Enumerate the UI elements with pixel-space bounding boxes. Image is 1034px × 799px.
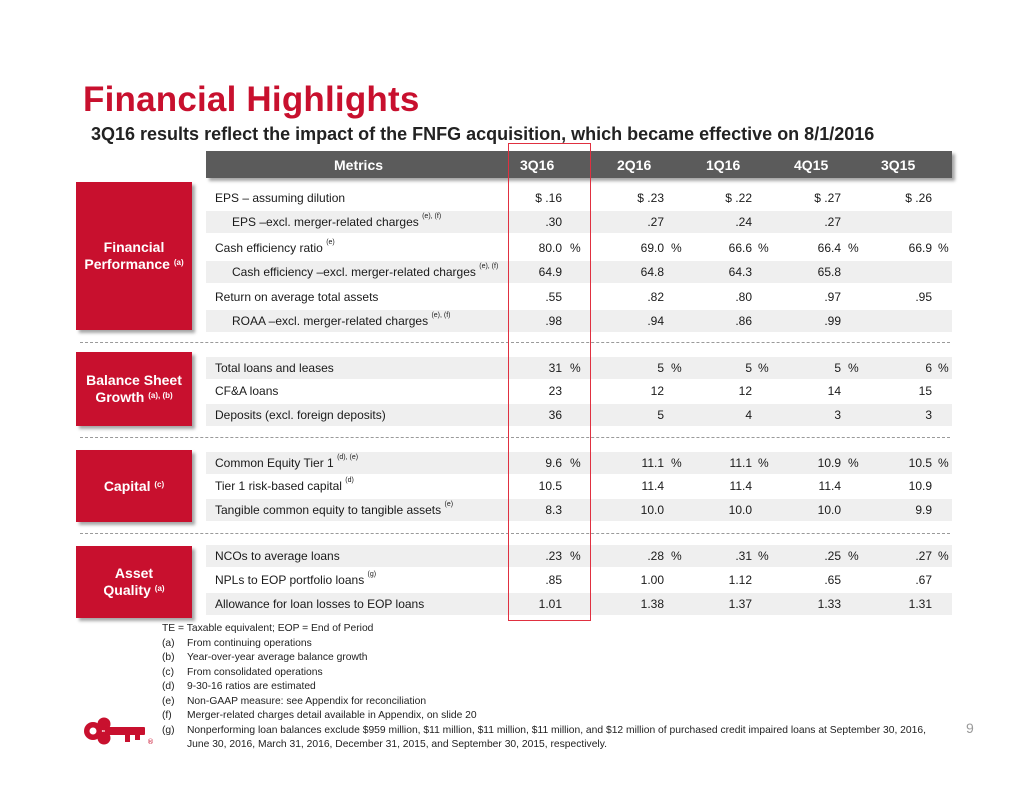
col-header-3q15: 3Q15 xyxy=(881,157,916,173)
cell-value: 9.6 xyxy=(545,456,562,470)
percent-sign: % xyxy=(758,361,769,375)
cell-value: 66.6 xyxy=(728,241,752,255)
page-subtitle: 3Q16 results reflect the impact of the FNFG acquisition, which became effective on 8/1/2016 xyxy=(91,124,875,144)
cell-value: 5 xyxy=(657,361,664,375)
cell-value: .67 xyxy=(915,573,932,587)
percent-sign: % xyxy=(671,241,682,255)
page-number: 9 xyxy=(966,720,974,736)
cell-value: 11.4 xyxy=(818,479,841,493)
footnotes xyxy=(162,622,942,753)
cell-value: 65.8 xyxy=(817,265,841,279)
footnote-item: (a) From continuing operations xyxy=(162,637,312,649)
cell-value: .25 xyxy=(824,549,841,563)
percent-sign: % xyxy=(938,241,949,255)
percent-sign: % xyxy=(570,241,581,255)
percent-sign: % xyxy=(848,549,859,563)
col-header-1q16: 1Q16 xyxy=(706,157,741,173)
cell-value: $ .27 xyxy=(814,191,841,205)
cell-value: $ .16 xyxy=(535,191,562,205)
percent-sign: % xyxy=(758,241,769,255)
cell-value: 10.5 xyxy=(908,456,932,470)
current-quarter-highlight-box xyxy=(508,143,591,621)
percent-sign: % xyxy=(671,456,682,470)
category-capital: Capital $^{(c)}$ xyxy=(76,450,192,522)
cell-value: 66.4 xyxy=(817,241,841,255)
cell-value: 36 xyxy=(548,408,562,422)
cell-value: 64.9 xyxy=(538,265,562,279)
cell-value: 3 xyxy=(925,408,932,422)
cell-value: 14 xyxy=(827,384,841,398)
percent-sign: % xyxy=(938,456,949,470)
category-asset-quality: Asset Quality $^{(a)}$ xyxy=(76,546,192,618)
cell-value: 10.9 xyxy=(817,456,841,470)
col-header-4q15: 4Q15 xyxy=(794,157,829,173)
cell-value: .31 xyxy=(735,549,752,563)
percent-sign: % xyxy=(848,456,859,470)
footnote-item: (b) Year-over-year average balance growth xyxy=(162,652,368,663)
col-header-2q16: 2Q16 xyxy=(617,157,652,173)
row-label: Common Equity Tier 1 $^{(d), (e)}$ xyxy=(215,454,359,470)
cell-value: .23 xyxy=(545,549,562,563)
key-logo-icon xyxy=(83,717,155,745)
cell-value: 31 xyxy=(548,361,562,375)
cell-value: 80.0 xyxy=(538,241,562,255)
cell-value: .85 xyxy=(545,573,562,587)
row-label: CF&A loans xyxy=(215,384,279,398)
cell-value: 66.9 xyxy=(908,241,932,255)
cell-value: 15 xyxy=(918,384,932,398)
percent-sign: % xyxy=(570,361,581,375)
percent-sign: % xyxy=(671,549,682,563)
category-balance-sheet-growth: Balance Sheet Growth $^{(a), (b)}$ xyxy=(76,352,192,426)
cell-value: 1.31 xyxy=(908,597,932,611)
cell-value: 12 xyxy=(738,384,752,398)
col-header-3q16: 3Q16 xyxy=(520,157,555,173)
cell-value: 11.4 xyxy=(729,479,752,493)
cell-value: 12 xyxy=(650,384,664,398)
footnote-item: (f) Merger-related charges detail available in Appendix, on slide 20 xyxy=(162,710,477,721)
row-label: Tier 1 risk-based capital $^{(d)}$ xyxy=(215,477,354,493)
row-label: ROAA –excl. merger-related charges $^{(e), (f)}$ xyxy=(232,312,451,328)
percent-sign: % xyxy=(758,456,769,470)
cell-value: 1.01 xyxy=(538,597,562,611)
footnote-te: TE = Taxable equivalent; EOP = End of Period xyxy=(162,623,374,634)
percent-sign: % xyxy=(938,549,949,563)
cell-value: .94 xyxy=(647,314,664,328)
row-label: Cash efficiency ratio $^{(e)}$ xyxy=(215,239,335,255)
row-label: Total loans and leases xyxy=(215,361,334,375)
percent-sign: % xyxy=(671,361,682,375)
row-label: NPLs to EOP portfolio loans $^{(g)}$ xyxy=(215,571,377,587)
cell-value: .27 xyxy=(647,215,664,229)
cell-value: 5 xyxy=(745,361,752,375)
cell-value: .30 xyxy=(545,215,562,229)
category-financial-performance: Financial Performance $^{(a)}$ xyxy=(76,182,192,330)
cell-value: 10.0 xyxy=(817,503,841,517)
row-label: NCOs to average loans xyxy=(215,549,340,563)
cell-value: 1.38 xyxy=(640,597,664,611)
footnote-item: (d) 9-30-16 ratios are estimated xyxy=(162,681,316,692)
percent-sign: % xyxy=(570,549,581,563)
percent-sign: % xyxy=(848,361,859,375)
cell-value: 1.00 xyxy=(640,573,664,587)
cell-value: .95 xyxy=(915,290,932,304)
cell-value: $ .22 xyxy=(725,191,752,205)
cell-value: .65 xyxy=(824,573,841,587)
cell-value: 11.1 xyxy=(641,456,664,470)
cell-value: 1.12 xyxy=(728,573,752,587)
cell-value: 10.9 xyxy=(908,479,932,493)
cell-value: 64.3 xyxy=(728,265,752,279)
cell-value: .82 xyxy=(647,290,664,304)
cell-value: 4 xyxy=(745,408,752,422)
row-label: Deposits (excl. foreign deposits) xyxy=(215,408,386,422)
row-label: EPS –excl. merger-related charges $^{(e), (f)}$ xyxy=(232,213,442,229)
row-label: Return on average total assets xyxy=(215,290,379,304)
cell-value: 8.3 xyxy=(545,503,562,517)
cell-value: .28 xyxy=(647,549,664,563)
percent-sign: % xyxy=(758,549,769,563)
cell-value: .27 xyxy=(915,549,932,563)
cell-value: 11.4 xyxy=(641,479,664,493)
cell-value: .27 xyxy=(824,215,841,229)
cell-value: 1.33 xyxy=(817,597,841,611)
cell-value: .98 xyxy=(545,314,562,328)
cell-value: .80 xyxy=(735,290,752,304)
cell-value: 5 xyxy=(834,361,841,375)
row-label: Tangible common equity to tangible assets $^{(e)}$ xyxy=(215,501,454,517)
footnote-item: (e) Non-GAAP measure: see Appendix for reconciliation xyxy=(162,695,427,707)
percent-sign: % xyxy=(570,456,581,470)
percent-sign: % xyxy=(848,241,859,255)
page-title: Financial Highlights xyxy=(83,80,420,119)
cell-value: .55 xyxy=(545,290,562,304)
cell-value: 6 xyxy=(925,361,932,375)
row-label: Cash efficiency –excl. merger-related charges $^{(e), (f)}$ xyxy=(232,263,499,279)
cell-value: .86 xyxy=(735,314,752,328)
footnote-item: (g) Nonperforming loan balances exclude $959 million, $11 million, $11 million, $11 million, and $12 million of purchased credit impaired loans at September 30, 2016, June 30, 2016, March 31, 2016, December 31, 2015, and September 30, 2015, respectively. xyxy=(162,724,926,750)
cell-value: $ .26 xyxy=(905,191,932,205)
cell-value: 69.0 xyxy=(640,241,664,255)
cell-value: 3 xyxy=(834,408,841,422)
cell-value: 9.9 xyxy=(915,503,932,517)
cell-value: .24 xyxy=(735,215,752,229)
cell-value: 10.5 xyxy=(538,479,562,493)
svg-text:®: ® xyxy=(147,738,154,745)
cell-value: 5 xyxy=(657,408,664,422)
footnote-item: (c) From consolidated operations xyxy=(162,666,323,678)
cell-value: 1.37 xyxy=(728,597,752,611)
col-header-metrics: Metrics xyxy=(334,157,384,173)
cell-value: 64.8 xyxy=(640,265,664,279)
percent-sign: % xyxy=(938,361,949,375)
cell-value: $ .23 xyxy=(637,191,664,205)
cell-value: 11.1 xyxy=(729,456,752,470)
cell-value: 10.0 xyxy=(728,503,752,517)
cell-value: .97 xyxy=(824,290,841,304)
row-label: EPS – assuming dilution xyxy=(215,191,346,205)
cell-value: 23 xyxy=(548,384,562,398)
row-label: Allowance for loan losses to EOP loans xyxy=(215,597,425,611)
cell-value: 10.0 xyxy=(640,503,664,517)
cell-value: .99 xyxy=(824,314,841,328)
